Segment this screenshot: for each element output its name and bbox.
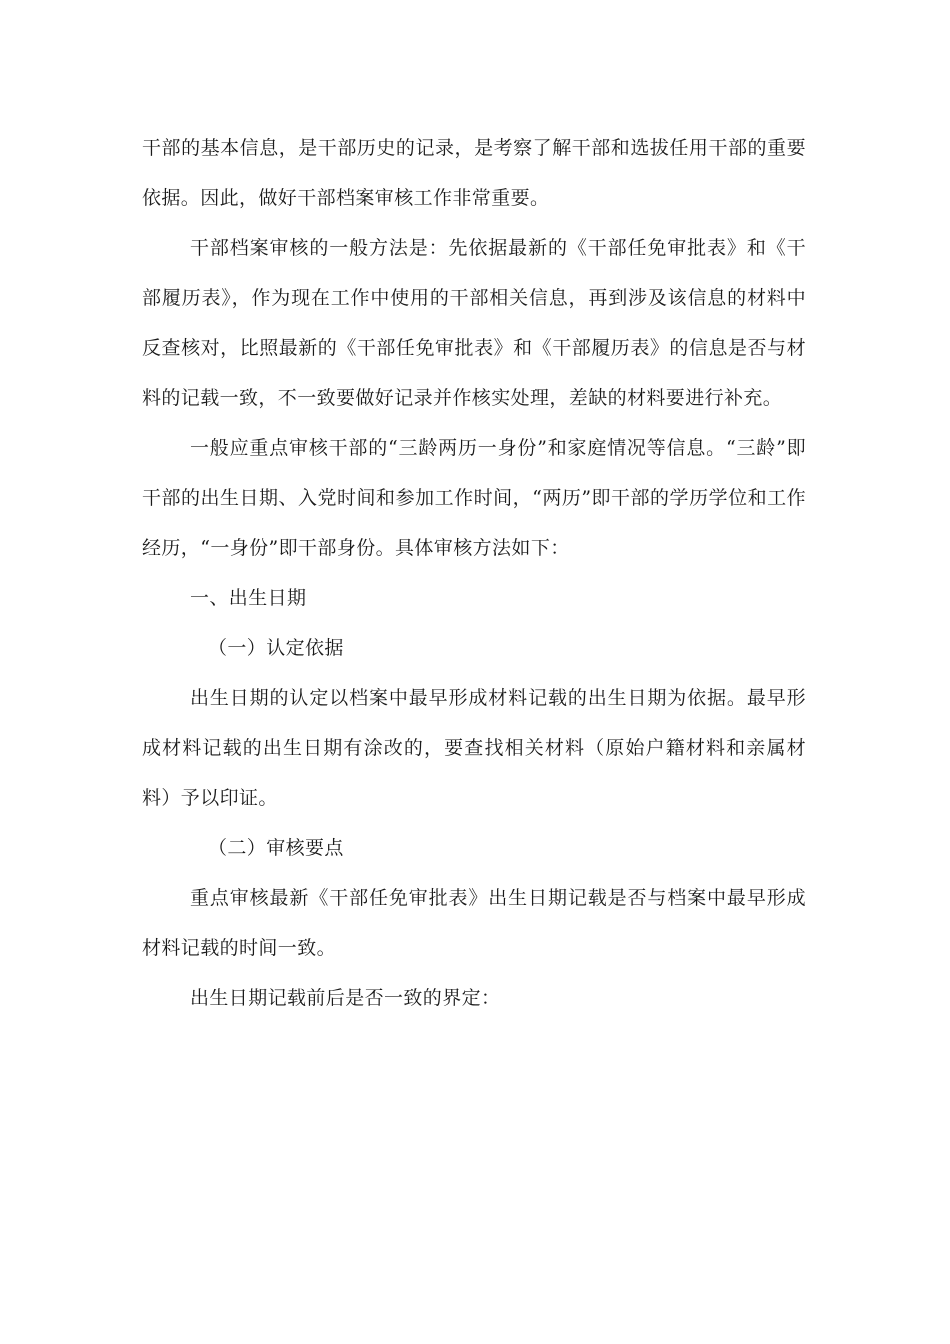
paragraph-key-items: 一般应重点审核干部的“三龄两历一身份”和家庭情况等信息。“三龄”即干部的出生日期、入党时间和参加工作时间，“两历”即干部的学历学位和工作经历，“一身份”即干部身份。具体审核方法如下： [142,437,806,559]
paragraph-basis: 出生日期的认定以档案中最早形成材料记载的出生日期为依据。最早形成材料记载的出生日期有涂改的，要查找相关材料（原始户籍材料和亲属材料）予以印证。 [142,687,806,809]
paragraph-general-method: 干部档案审核的一般方法是：先依据最新的《干部任免审批表》和《干部履历表》，作为现在工作中使用的干部相关信息，再到涉及该信息的材料中反查核对，比照最新的《干部任免审批表》和《干部履历表》的信息是否与材料的记载一致，不一致要做好记录并作核实处理，差缺的材料要进行补充。 [142,237,806,409]
document-body [142,123,806,1023]
section-heading-birth-date: 一、出生日期 [190,587,307,609]
paragraph-consistency-definition: 出生日期记载前后是否一致的界定： [190,987,501,1009]
paragraph-review-points: 重点审核最新《干部任免审批表》出生日期记载是否与档案中最早形成材料记载的时间一致。 [142,887,806,959]
paragraph-continuation: 干部的基本信息，是干部历史的记录，是考察了解干部和选拔任用干部的重要依据。因此，做好干部档案审核工作非常重要。 [142,137,806,209]
subheading-basis: （一）认定依据 [208,637,344,659]
subheading-review-points: （二）审核要点 [208,837,344,859]
